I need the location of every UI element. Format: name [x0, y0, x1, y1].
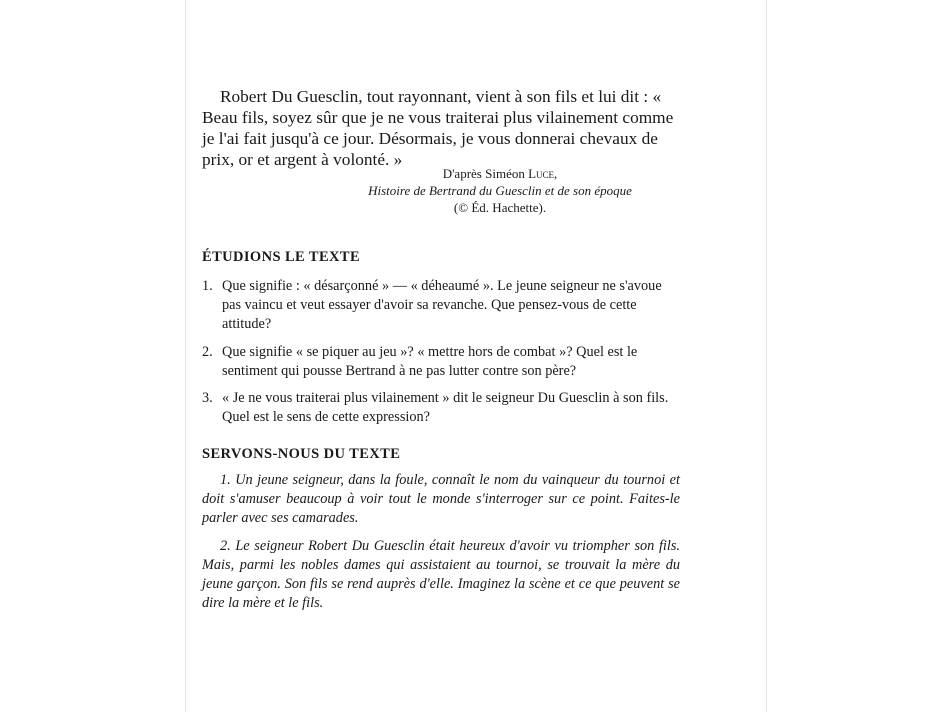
- source-citation: [345, 165, 655, 216]
- intro-paragraph: [202, 86, 680, 170]
- servons-heading: SERVONS-NOUS DU TEXTE: [202, 446, 401, 462]
- source-publisher: (© Éd. Hachette).: [453, 200, 547, 215]
- source-author-surname: Luce: [528, 166, 555, 181]
- source-author-line: [345, 165, 655, 182]
- source-book-title: Histoire de Bertrand du Guesclin et de son époque: [368, 183, 632, 198]
- exercise-text: 2. Le seigneur Robert Du Guesclin était heureux d'avoir vu triompher son fils. Mais, parmi les nobles dames qui assistaient au tournoi, se trouvait la mère du jeune garçon. Son fils se rend auprès d'elle. Imaginez la scène et ce que peuvent se dire la mère et le fils.: [202, 538, 680, 611]
- question-text: « Je ne vous traiterai plus vilainement » dit le seigneur Du Guesclin à son fils. Quel est le sens de cette expression?: [222, 390, 669, 425]
- exercise-text: 1. Un jeune seigneur, dans la foule, connaît le nom du vainqueur du tournoi et doit s'amuser beaucoup à voir tout le monde s'interroger sur ce point. Faites-le parler avec ses camarades.: [202, 472, 680, 526]
- etudions-heading: ÉTUDIONS LE TEXTE: [202, 249, 361, 265]
- question-number: 2.: [202, 344, 213, 360]
- question-3: [202, 389, 680, 427]
- intro-text: Robert Du Guesclin, tout rayonnant, vient à son fils et lui dit : « Beau fils, soyez sûr que je ne vous traiterai plus vilainement comme je l'ai fait jusqu'à ce jour. Désormais, je vous donnerai chevaux de prix, or et argent à volonté. »: [202, 87, 674, 169]
- question-1: [202, 277, 680, 334]
- source-suffix: ,: [554, 166, 558, 181]
- question-2: [202, 343, 680, 381]
- question-text: Que signifie « se piquer au jeu »? « mettre hors de combat »? Quel est le sentiment qui pousse Bertrand à ne pas lutter contre son père?: [222, 344, 638, 379]
- question-text: Que signifie : « désarçonné » — « déheaumé ». Le jeune seigneur ne s'avoue pas vaincu et veut essayer d'avoir sa revanche. Que pensez-vous de cette attitude?: [222, 278, 662, 332]
- source-prefix: D'après Siméon: [442, 166, 529, 181]
- exercise-1: [202, 471, 680, 528]
- question-number: 1.: [202, 278, 213, 294]
- question-number: 3.: [202, 390, 213, 406]
- exercise-2: [202, 537, 680, 613]
